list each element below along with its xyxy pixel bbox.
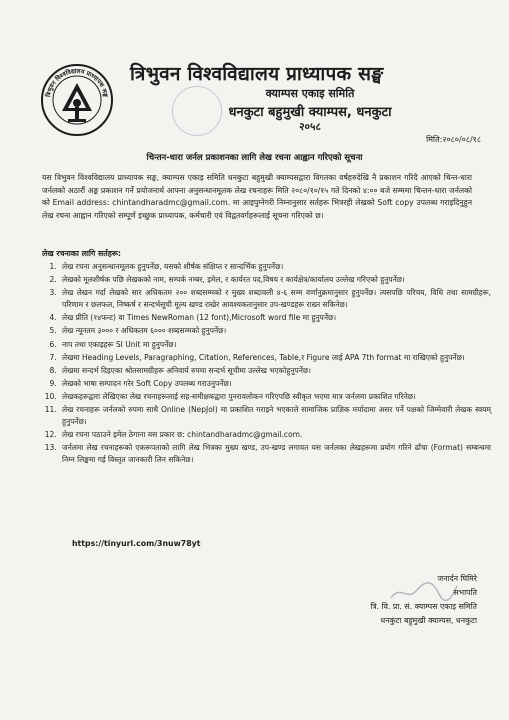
list-item: 7. लेखमा Heading Levels, Paragraphing, Citation, References, Table,र Figure लाई APA 7th format मा राखिएको हुनुपर्नेछ। <box>59 352 491 364</box>
signatory-org: त्रि. वि. प्रा. सं. क्याम्पस एकाइ समिति <box>370 602 477 611</box>
signatory-campus: धनकुटा बहुमुखी क्याम्पस, धनकुटा <box>380 616 477 625</box>
signatory-role: सभापति <box>453 588 477 597</box>
list-item: 8. लेखमा सन्दर्भ दिइएका श्रोतसामग्रीहरू अनिवार्य रुपमा सन्दर्भ सूचीमा उल्लेख भएकोहुनुपर्नेछ। <box>59 365 491 377</box>
list-item: 2. लेखको मूलशीर्षक पछि लेखकको नाम, सम्पर्क नम्बर, इमेल, र कार्यरत पद,विषय र कार्यक्षेत्र/कार्यालय उल्लेख गरिएको हुनुपर्नेछ। <box>59 274 491 286</box>
format-link[interactable]: https://tinyurl.com/3nuw78yt <box>72 539 201 548</box>
list-item: 12. लेख रचना पठाउने इमेल ठेगाना यस प्रकार छ: chintandharadmc@gmail.com. <box>59 429 491 441</box>
list-item: 1. लेख रचना अनुसन्धानमूलक हुनुपर्नेछ, यसको शीर्षक संक्षिप्त र सान्दर्भिक हुनुपर्नेछ। <box>59 261 491 273</box>
conditions-heading: लेख रचनाका लागि सर्तहरू: <box>42 249 122 258</box>
conditions-list <box>42 261 491 467</box>
signature-block <box>277 572 477 628</box>
established-year: २०५८ <box>299 121 321 133</box>
list-item: 10. लेखकहरूद्वारा लेखिएका लेख रचनाहरूलाई सह-समीक्षकद्वारा पुनरावलोकन गरिएपछि स्वीकृत भएमा मात्र जर्नलमा प्रकाशित गरिनेछ। <box>59 391 491 403</box>
list-item: 11. लेख रचनाहरू जर्नलको रुपमा साथै Online (NepJol) मा प्रकाशित गराइने भएकाले सामाजिक प्राज्ञिक मर्यादामा असर पर्ने पक्षको जिम्मेवारी लेखक स्वयम् हुनुपर्नेछ। <box>59 404 491 427</box>
notice-title: चिन्तन-धारा जर्नल प्रकाशनका लागि लेख रचना आह्वान गरिएको सूचना <box>146 153 363 163</box>
list-item: 13. जर्नलमा लेख रचनाहरूको एकरूपताको लागि लेख भित्रका मुख्य खण्ड, उप-खण्ड लगायत यस जर्नलका लेखहरूमा प्रयोग गरिने ढाँचा (Format) सम्बन्धमा निम्न लिङ्कमा गई विस्तृत जानकारी लिन सकिनेछ। <box>59 442 491 465</box>
list-item: 9. लेखको भाषा सम्पादन गरेर Soft Copy उपलब्ध गराउनुपर्नेछ। <box>59 378 491 390</box>
list-item: 3. लेख लेखन गर्दा लेखको सार अधिकतम २०० शब्दसम्मको र मुख्य शब्दावली ४-६ सम्म वर्णानुक्रमानुसार हुनुपर्नेछ। त्यसपछि परिचय, विधि तथा सामग्रीहरू, परिणाम र छलफल, निष्कर्ष र सन्दर्भसूची मूल्य खण्ड राखेर आवश्यकतानुसार उप-खण्डहरू राख्न सकिनेछ। <box>59 287 491 310</box>
logo-text: त्रिभुवन विश्वविद्यालय प्राध्यापक सङ्घ <box>45 67 109 98</box>
org-name: त्रिभुवन विश्वविद्यालय प्राध्यापक सङ्घ <box>130 63 384 85</box>
association-logo <box>40 63 114 137</box>
intro-paragraph: यस त्रिभुवन विश्वविद्यालय प्राध्यापक सङ्घ, क्याम्पस एकाइ समिति धनकुटा बहुमुखी क्याम्पसद्वारा विगतका वर्षहरुदेखि नै प्रकाशन गरिदै आएको चिन्त-धारा जर्नलको अठारौं अङ्क प्रकाशन गर्ने प्रयोजनार्थ आफ्ना अनुसन्धानमूलक लेख रचनाहरू मिति २०८०/१०/१५ गते दिनको ४:०० बजे सम्ममा चिन्तन-धारा जर्नलको को Email address: chintandharadmc@gmail.com. मा आइपुग्नेगरी निम्नानुसार सर्तहरू भित्ररही लेखको Soft copy उपलब्ध गराइदिनुहुन लेख रचना आह्वान गरिएको सम्पूर्ण इच्छुक प्राध्यापक, कर्मचारी एवं विद्वतवर्गहरूलाई सूचना गरिएको छ। <box>42 173 472 220</box>
list-item: 4. लेख प्रीति (१४फन्ट) वा Times NewRoman (12 font),Microsoft word file मा हुनुपर्नेछ। <box>59 312 491 324</box>
campus-name: धनकुटा बहुमुखी क्याम्पस, धनकुटा <box>228 105 392 120</box>
list-item: 6. नाप तथा एकाइहरू SI Unit मा हुनुपर्नेछ। <box>59 339 491 351</box>
committee-name: क्याम्पस एकाइ समिति <box>265 87 355 100</box>
notice-date: मिति:२०८०/०८/१८ <box>426 135 481 144</box>
signatory-name: जनार्दन घिमिरे <box>437 574 477 583</box>
list-item: 5. लेख न्यूनतम ३००० र अधिकतम ६००० शब्दसम्मको हुनुपर्नेछ। <box>59 325 491 337</box>
